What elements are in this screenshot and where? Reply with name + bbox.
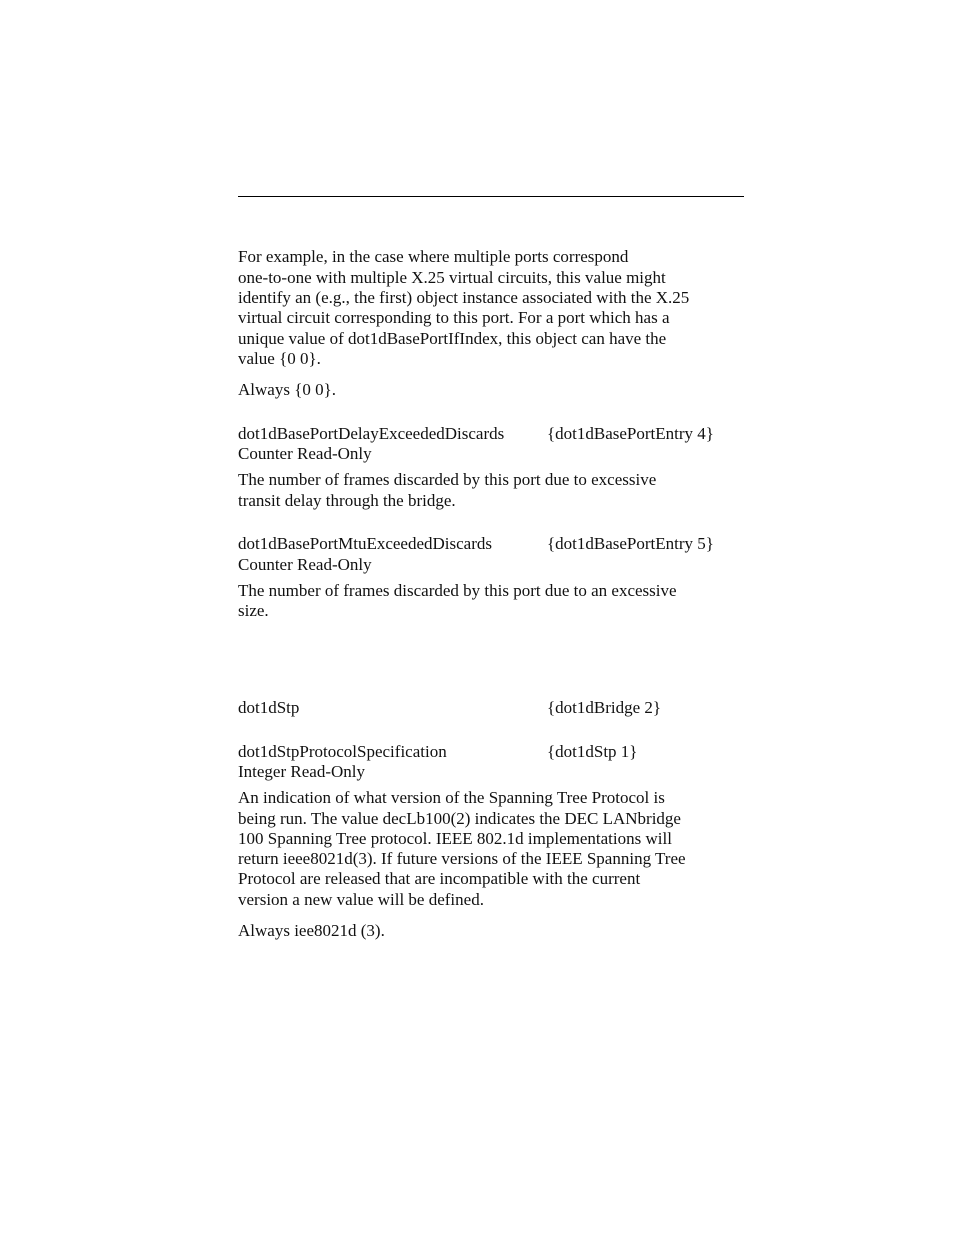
entry-description-line: Protocol are released that are incompatible with the current bbox=[238, 869, 641, 888]
entry-name: dot1dBasePortDelayExceededDiscards bbox=[238, 424, 505, 443]
header-rule bbox=[238, 196, 744, 197]
entry-description-line: An indication of what version of the Spanning Tree Protocol is bbox=[238, 788, 665, 807]
intro-default-value: Always {0 0}. bbox=[238, 380, 337, 399]
group-name: dot1dStp bbox=[238, 698, 300, 717]
entry-oid: {dot1dBasePortEntry 5} bbox=[547, 534, 714, 553]
entry-name: dot1dStpProtocolSpecification bbox=[238, 742, 447, 761]
entry-oid: {dot1dBasePortEntry 4} bbox=[547, 424, 714, 443]
entry-name: dot1dBasePortMtuExceededDiscards bbox=[238, 534, 492, 553]
entry-description-line: The number of frames discarded by this port due to an excessive bbox=[238, 581, 677, 600]
entry-syntax: Counter Read-Only bbox=[238, 444, 372, 463]
entry-syntax: Integer Read-Only bbox=[238, 762, 365, 781]
entry-description-line: return ieee8021d(3). If future versions of the IEEE Spanning Tree bbox=[238, 849, 686, 868]
text-line: For example, in the case where multiple ports correspond bbox=[238, 247, 629, 266]
group-oid: {dot1dBridge 2} bbox=[547, 698, 662, 717]
entry-syntax: Counter Read-Only bbox=[238, 555, 372, 574]
text-line: identify an (e.g., the first) object instance associated with the X.25 bbox=[238, 288, 690, 307]
entry-description-line: transit delay through the bridge. bbox=[238, 491, 456, 510]
entry-description-line: version a new value will be defined. bbox=[238, 890, 484, 909]
text-line: virtual circuit corresponding to this port. For a port which has a bbox=[238, 308, 670, 327]
entry-description-line: 100 Spanning Tree protocol. IEEE 802.1d implementations will bbox=[238, 829, 672, 848]
text-line: one-to-one with multiple X.25 virtual circuits, this value might bbox=[238, 268, 666, 287]
text-line: unique value of dot1dBasePortIfIndex, this object can have the bbox=[238, 329, 667, 348]
entry-description-line: The number of frames discarded by this port due to excessive bbox=[238, 470, 657, 489]
entry-description-line: size. bbox=[238, 601, 269, 620]
entry-default-value: Always iee8021d (3). bbox=[238, 921, 385, 940]
entry-description-line: being run. The value decLb100(2) indicates the DEC LANbridge bbox=[238, 809, 681, 828]
text-line: value {0 0}. bbox=[238, 349, 321, 368]
entry-oid: {dot1dStp 1} bbox=[547, 742, 638, 761]
